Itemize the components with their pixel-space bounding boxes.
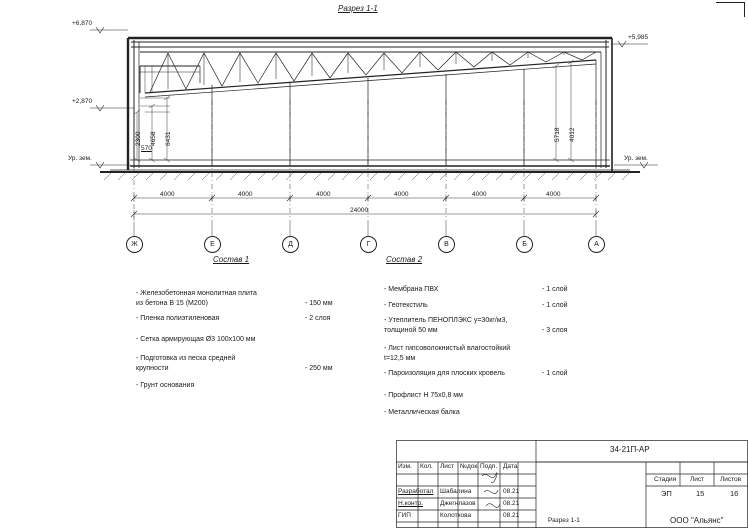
spec2-row-1-text: - Геотекстиль bbox=[384, 302, 428, 309]
axis-marker-e: Е bbox=[204, 236, 221, 253]
spec1-row-2-text: - Пленка полиэтиленовая bbox=[136, 315, 220, 322]
bay-dim-1: 4000 bbox=[160, 191, 175, 198]
axis-marker-d: Д bbox=[282, 236, 299, 253]
spec1-row-5-text: крупности bbox=[136, 365, 169, 372]
spec2-row-5-text: t=12,5 мм bbox=[384, 355, 416, 362]
spec2-row-3-value: - 3 слоя bbox=[542, 327, 568, 334]
spec2-row-0-value: - 1 слой bbox=[542, 286, 568, 293]
spec2-row-3-text: толщиной 50 мм bbox=[384, 327, 438, 334]
spec2-title: Состав 2 bbox=[386, 255, 423, 264]
spec1-row-3-text: - Сетка армирующая Ø3 100х100 мм bbox=[136, 336, 256, 343]
bay-dim-2: 4000 bbox=[238, 191, 253, 198]
axis-marker-b: Б bbox=[516, 236, 533, 253]
spec2-row-0-text: - Мембрана ПВХ bbox=[384, 286, 439, 293]
stamp-name-1: Джегнлазов bbox=[440, 500, 476, 507]
stamp-sheet-header: Лист bbox=[690, 476, 705, 483]
axis-marker-g: Г bbox=[360, 236, 377, 253]
stamp-stage-value: ЭП bbox=[661, 489, 672, 498]
registration-corner bbox=[716, 2, 745, 17]
vertical-dim-2300: 2300 bbox=[135, 131, 142, 146]
vertical-dim-5718: 5718 bbox=[554, 127, 561, 142]
spec1-row-0-text: - Железобетонная монолитная плита bbox=[136, 290, 257, 297]
spec2-row-6-value: - 1 слой bbox=[542, 370, 568, 377]
section-title: Разрез 1-1 bbox=[338, 4, 378, 13]
stamp-role-1: Н.контр. bbox=[398, 500, 424, 507]
stamp-date-1: 08.21 bbox=[503, 500, 520, 507]
spec1-row-1-text: из бетона В 15 (М200) bbox=[136, 300, 208, 307]
stamp-sheets-header: Листов bbox=[720, 476, 742, 483]
stamp-col-podp: Подп. bbox=[480, 463, 498, 470]
stamp-sheets-value: 16 bbox=[730, 489, 739, 498]
axis-marker-a: А bbox=[588, 236, 605, 253]
spec2-row-2-text: - Утеплитель ПЕНОПЛЭКС y=30кг/м3, bbox=[384, 317, 508, 324]
level-2870: +2,870 bbox=[72, 98, 93, 105]
small-dim-570: 570 bbox=[141, 145, 152, 152]
axis-marker-v: В bbox=[438, 236, 455, 253]
spec1-row-1-value: - 150 мм bbox=[305, 300, 333, 307]
bay-dim-6: 4000 bbox=[546, 191, 561, 198]
bay-dim-3: 4000 bbox=[316, 191, 331, 198]
spec1-row-2-value: - 2 слоя bbox=[305, 315, 331, 322]
stamp-name-2: Колоткова bbox=[440, 512, 472, 519]
axis-marker-zh: Ж bbox=[126, 236, 143, 253]
stamp-stage-header: Стадия bbox=[654, 476, 677, 483]
stamp-sheet-value: 15 bbox=[696, 489, 705, 498]
stamp-date-0: 08.21 bbox=[503, 488, 520, 495]
bay-dim-4: 4000 bbox=[394, 191, 409, 198]
spec1-row-5-value: - 250 мм bbox=[305, 365, 333, 372]
bay-dim-5: 4000 bbox=[472, 191, 487, 198]
level-5985: +5,985 bbox=[628, 34, 649, 41]
total-dim: 24000 bbox=[350, 207, 369, 214]
spec2-row-4-text: - Лист гипсоволокнистый влагостойкий bbox=[384, 345, 511, 352]
spec1-row-4-text: - Подготовка из песка средней bbox=[136, 355, 236, 362]
stamp-col-kol: Кол. bbox=[420, 463, 433, 470]
spec1-row-6-text: - Грунт основания bbox=[136, 382, 195, 389]
stamp-role-0: Разработал bbox=[398, 488, 434, 495]
stamp-date-2: 08.21 bbox=[503, 512, 520, 519]
spec2-row-6-text: - Пароизоляция для плоских кровель bbox=[384, 370, 505, 377]
ground-level-right: Ур. зем. bbox=[624, 155, 648, 162]
stamp-col-ndok: №док bbox=[460, 463, 478, 470]
stamp-name-0: Шабалина bbox=[440, 488, 472, 495]
stamp-role-2: ГИП bbox=[398, 512, 411, 519]
vertical-dim-4012: 4012 bbox=[569, 127, 576, 142]
spec2-row-1-value: - 1 слой bbox=[542, 302, 568, 309]
vertical-dim-6431: 6431 bbox=[165, 131, 172, 146]
spec1-title: Состав 1 bbox=[213, 255, 250, 264]
stamp-col-list: Лист bbox=[440, 463, 455, 470]
vertical-dim-4658: 4658 bbox=[150, 131, 157, 146]
spec2-row-7-text: - Профлист Н 75х0,8 мм bbox=[384, 392, 463, 399]
stamp-col-izm: Изм. bbox=[398, 463, 412, 470]
ground-level-left: Ур. зем. bbox=[68, 155, 92, 162]
stamp-col-data: Дата bbox=[503, 463, 518, 470]
project-code: 34-21П-АР bbox=[610, 445, 650, 454]
spec2-row-8-text: - Металлическая балка bbox=[384, 409, 460, 416]
level-6870: +6,870 bbox=[72, 20, 93, 27]
stamp-sheet-title: Разрез 1-1 bbox=[548, 517, 580, 524]
stamp-company: ООО "Альянс" bbox=[670, 516, 724, 525]
